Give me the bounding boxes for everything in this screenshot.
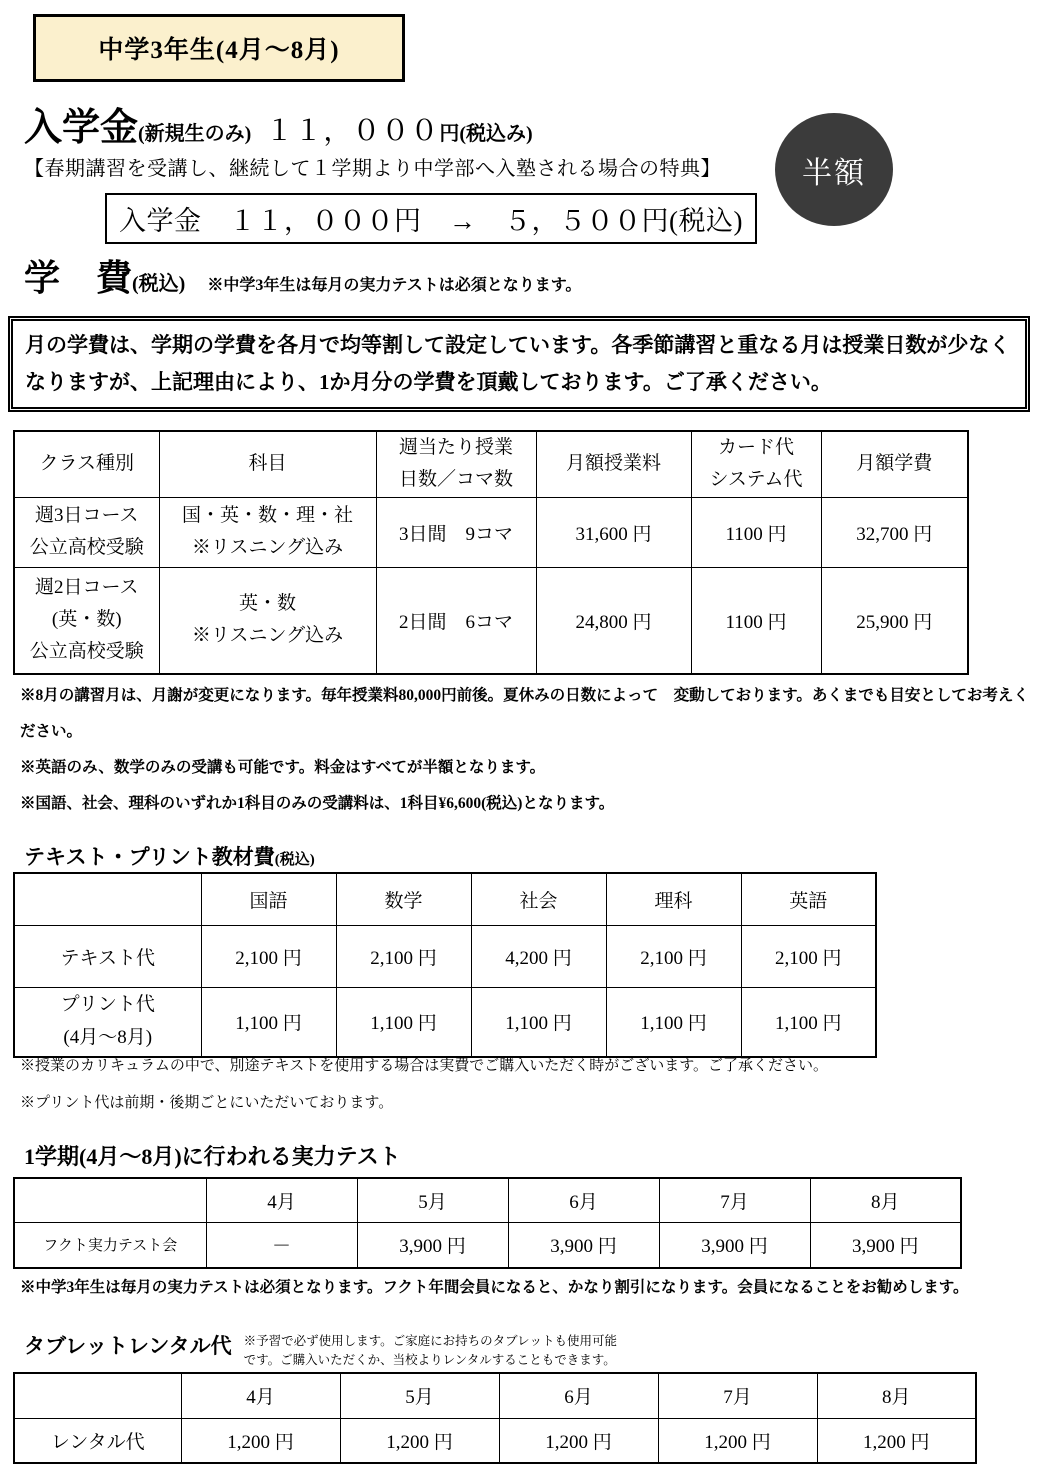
materials-title: テキスト・プリント教材費 xyxy=(24,845,275,869)
col-header-july: 7月 xyxy=(658,1373,817,1418)
cell-price: 1,200 円 xyxy=(658,1418,817,1463)
cell-price: 1,100 円 xyxy=(201,987,336,1057)
tuition-required-note: ※中学3年生は毎月の実力テストは必須となります。 xyxy=(207,277,582,294)
cell-price: 3,900 円 xyxy=(508,1222,659,1268)
note-line: ※8月の講習月は、月謝が変更になります。毎年授業料80,000円前後。夏休みの日数によって 変動しております。あくまでも目安としてお考えください。 xyxy=(20,687,1029,740)
col-header-math: 数学 xyxy=(336,873,471,925)
col-header-may: 5月 xyxy=(340,1373,499,1418)
col-header-august: 8月 xyxy=(817,1373,976,1418)
cell-monthly-total: 32,700 円 xyxy=(821,497,968,567)
col-header-august: 8月 xyxy=(810,1178,961,1222)
class-fee-table-header-row xyxy=(14,431,968,497)
cell-schedule: 2日間 6コマ xyxy=(376,567,536,674)
col-header-class-type: クラス種別 xyxy=(14,431,159,497)
table-row xyxy=(14,567,968,674)
table-row xyxy=(14,497,968,567)
cell-price: 1,200 円 xyxy=(181,1418,340,1463)
cell-price: 3,900 円 xyxy=(357,1222,508,1268)
cell-price: 2,100 円 xyxy=(741,925,876,987)
col-header-april: 4月 xyxy=(181,1373,340,1418)
admission-fee-unit: 円(税込み) xyxy=(439,123,533,145)
col-header-japanese: 国語 xyxy=(201,873,336,925)
col-header-blank xyxy=(14,1373,181,1418)
materials-heading xyxy=(24,841,315,871)
tablet-rental-table xyxy=(13,1372,977,1464)
col-header-schedule: 週当たり授業 日数／コマ数 xyxy=(376,431,536,497)
col-header-social: 社会 xyxy=(471,873,606,925)
col-header-english: 英語 xyxy=(741,873,876,925)
cell-monthly-total: 25,900 円 xyxy=(821,567,968,674)
cell-price: 1,100 円 xyxy=(606,987,741,1057)
table-row xyxy=(14,987,876,1057)
table-row xyxy=(14,925,876,987)
admission-fee-title: 入学金 xyxy=(24,107,139,149)
row-label-textbook: テキスト代 xyxy=(14,925,201,987)
cell-price: 1,200 円 xyxy=(817,1418,976,1463)
col-header-monthly-tuition: 月額授業料 xyxy=(536,431,691,497)
col-header-monthly-total: 月額学費 xyxy=(821,431,968,497)
grade-title: 中学3年生(4月～8月) xyxy=(98,37,340,64)
benefit-heading: 【春期講習を受講し、継続して１学期より中学部へ入塾される場合の特典】 xyxy=(24,158,721,180)
cell-price: 3,900 円 xyxy=(659,1222,810,1268)
tuition-policy-box: 月の学費は、学期の学費を各月で均等割して設定しています。各季節講習と重なる月は授業日数が少なくなりますが、上記理由により、1か月分の学費を頂戴しております。ご了承ください。 xyxy=(8,316,1030,412)
note-line: ※授業のカリキュラムの中で、別途テキストを使用する場合は実費でご購入いただく時がございます。ご了承ください。 xyxy=(20,1058,829,1074)
col-header-july: 7月 xyxy=(659,1178,810,1222)
tuition-tax-note: (税込) xyxy=(132,273,186,295)
ability-test-note: ※中学3年生は毎月の実力テストは必須となります。フクト年間会員になると、かなり割引になります。会員になることをお勧めします。 xyxy=(20,1279,969,1296)
col-header-april: 4月 xyxy=(206,1178,357,1222)
tuition-title: 学 費 xyxy=(24,258,133,298)
materials-notes xyxy=(20,1048,1032,1122)
col-header-blank xyxy=(14,873,201,925)
row-label-fukuto: フクト実力テスト会 xyxy=(14,1222,206,1268)
tablet-table-header-row xyxy=(14,1373,976,1418)
cell-price: 1,200 円 xyxy=(340,1418,499,1463)
cell-price: － xyxy=(206,1222,357,1268)
tablet-note: ※予習で必ず使用します。ご家庭にお持ちのタブレットも使用可能 です。ご購入いただくか、当校よりレンタルすることもできます。 xyxy=(243,1334,617,1368)
col-header-blank xyxy=(14,1178,206,1222)
ability-test-title: 1学期(4月～8月)に行われる実力テスト xyxy=(24,1144,401,1169)
cell-price: 2,100 円 xyxy=(606,925,741,987)
cell-price: 1,200 円 xyxy=(499,1418,658,1463)
cell-monthly-tuition: 24,800 円 xyxy=(536,567,691,674)
cell-class-type: 週2日コース (英・数) 公立高校受験 xyxy=(14,567,159,674)
class-fee-table xyxy=(13,430,969,675)
note-line: ※英語のみ、数学のみの受講も可能です。料金はすべてが半額となります。 xyxy=(20,759,546,776)
col-header-june: 6月 xyxy=(499,1373,658,1418)
admission-fee-line xyxy=(24,96,533,151)
cell-subjects: 英・数 ※リスニング込み xyxy=(159,567,376,674)
cell-price: 3,900 円 xyxy=(810,1222,961,1268)
col-header-science: 理科 xyxy=(606,873,741,925)
col-header-june: 6月 xyxy=(508,1178,659,1222)
tablet-heading xyxy=(24,1330,617,1371)
tuition-heading xyxy=(24,250,581,301)
tablet-title: タブレットレンタル代 xyxy=(24,1334,232,1358)
cell-card-system-fee: 1100 円 xyxy=(691,567,821,674)
tuition-notes xyxy=(20,678,1032,822)
col-header-card-system-fee: カード代 システム代 xyxy=(691,431,821,497)
materials-fee-table xyxy=(13,872,877,1058)
row-label-print: プリント代 (4月～8月) xyxy=(14,987,201,1057)
grade-title-box xyxy=(33,14,405,82)
cell-class-type: 週3日コース 公立高校受験 xyxy=(14,497,159,567)
cell-card-system-fee: 1100 円 xyxy=(691,497,821,567)
table-row xyxy=(14,1222,961,1268)
cell-subjects: 国・英・数・理・社 ※リスニング込み xyxy=(159,497,376,567)
materials-tax-note: (税込) xyxy=(274,852,315,868)
admission-fee-amount: １１，０００ xyxy=(265,116,440,147)
col-header-subjects: 科目 xyxy=(159,431,376,497)
cell-price: 2,100 円 xyxy=(336,925,471,987)
cell-monthly-tuition: 31,600 円 xyxy=(536,497,691,567)
ability-test-table xyxy=(13,1177,962,1269)
materials-table-header-row xyxy=(14,873,876,925)
cell-price: 1,100 円 xyxy=(336,987,471,1057)
note-line: ※国語、社会、理科のいずれか1科目のみの受講料は、1科目¥6,600(税込)となります。 xyxy=(20,795,615,812)
row-label-rental: レンタル代 xyxy=(14,1418,181,1463)
cell-schedule: 3日間 9コマ xyxy=(376,497,536,567)
cell-price: 4,200 円 xyxy=(471,925,606,987)
note-line: ※プリント代は前期・後期ごとにいただいております。 xyxy=(20,1095,394,1111)
half-price-badge-label: 半額 xyxy=(802,156,866,190)
admission-fee-note: (新規生のみ) xyxy=(138,123,252,145)
half-price-badge xyxy=(775,113,893,226)
ability-test-header-row xyxy=(14,1178,961,1222)
table-row xyxy=(14,1418,976,1463)
discount-box: 入学金 １１，０００円 → ５，５００円(税込) xyxy=(105,193,757,244)
cell-price: 2,100 円 xyxy=(201,925,336,987)
cell-price: 1,100 円 xyxy=(471,987,606,1057)
col-header-may: 5月 xyxy=(357,1178,508,1222)
cell-price: 1,100 円 xyxy=(741,987,876,1057)
